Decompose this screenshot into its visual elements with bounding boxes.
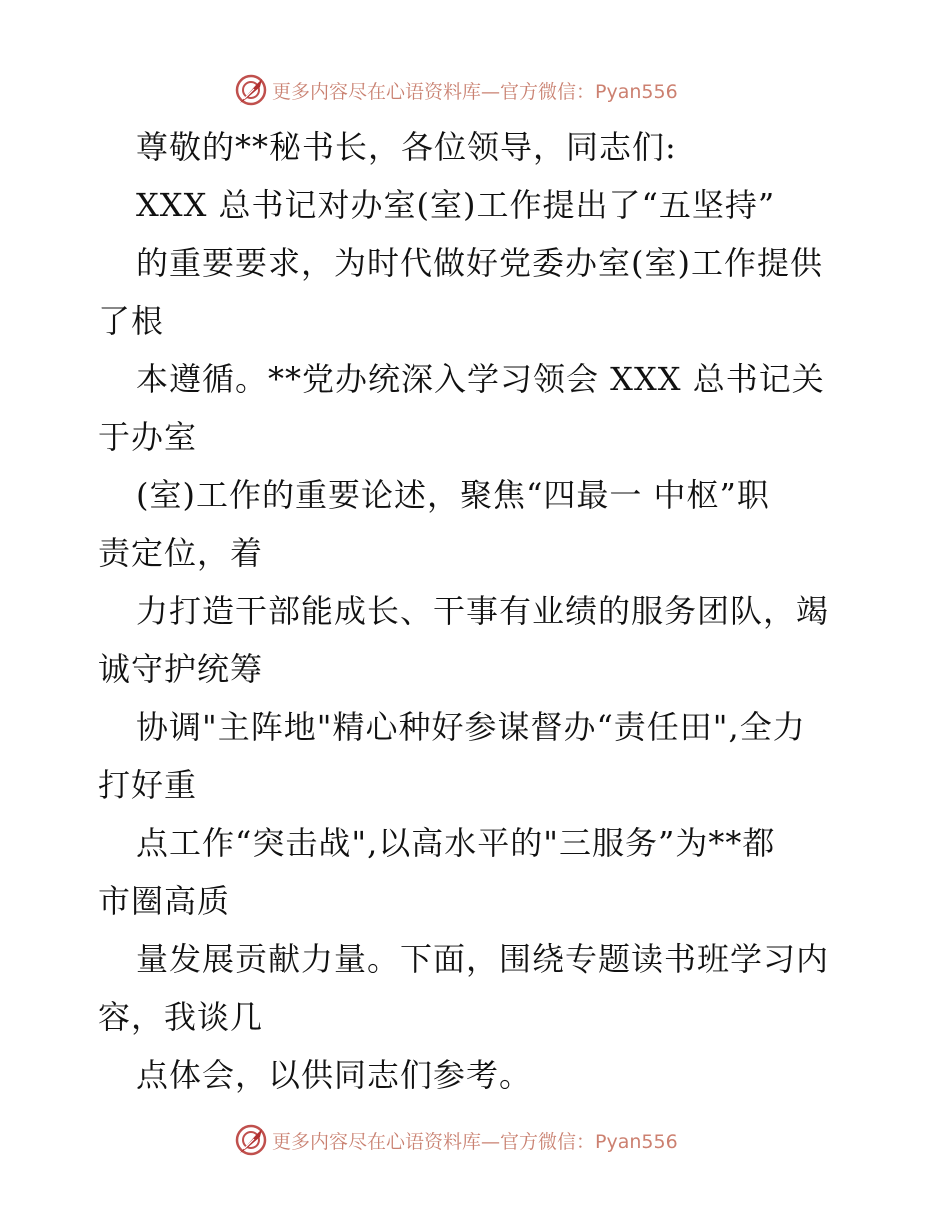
text-line: 本遵循。**党办统深入学习领会 XXX 总书记关 xyxy=(136,360,825,398)
text-line: (室)工作的重要论述，聚焦“四最一 中枢”职 xyxy=(136,476,770,514)
text-line: 容，我谈几 xyxy=(98,998,264,1036)
watermark-header xyxy=(234,72,678,108)
text-line: 的重要要求，为时代做好党委办室(室)工作提供 xyxy=(136,244,823,282)
text-line: 量发展贡献力量。下面，围绕专题读书班学习内 xyxy=(136,940,830,978)
watermark-text: 更多内容尽在心语资料库—官方微信：Pyan556 xyxy=(272,80,678,103)
text-line: 责定位，着 xyxy=(98,534,264,572)
text-line: 力打造干部能成长、干事有业绩的服务团队，竭 xyxy=(136,592,830,630)
text-line: 尊敬的**秘书长，各位领导，同志们: xyxy=(136,128,677,166)
document-body xyxy=(98,118,858,1104)
text-line: 诚守护统筹 xyxy=(98,650,264,688)
text-line: 点体会，以供同志们参考。 xyxy=(136,1056,533,1094)
watermark-text: 更多内容尽在心语资料库—官方微信：Pyan556 xyxy=(272,1130,678,1153)
text-line: 市圈高质 xyxy=(98,882,231,920)
watermark-footer xyxy=(234,1122,678,1158)
text-line: 点工作“突击战",以高水平的"三服务”为**都 xyxy=(136,824,776,862)
text-line: 打好重 xyxy=(98,766,198,804)
text-line: 了根 xyxy=(98,302,165,340)
quill-logo-icon xyxy=(234,73,268,107)
text-line: XXX 总书记对办室(室)工作提出了“五坚持” xyxy=(136,186,776,224)
text-line: 协调"主阵地"精心种好参谋督办“责任田",全力 xyxy=(136,708,806,746)
quill-logo-icon xyxy=(234,1123,268,1157)
text-line: 于办室 xyxy=(98,418,198,456)
